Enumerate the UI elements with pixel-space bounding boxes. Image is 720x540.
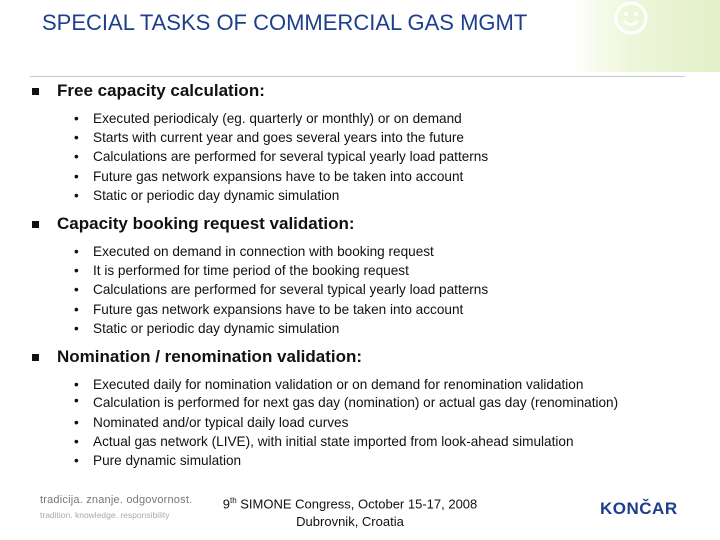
square-bullet-icon xyxy=(32,221,39,228)
event-line: 9th SIMONE Congress, October 15-17, 2008 xyxy=(222,496,478,512)
section-free-capacity xyxy=(32,80,702,205)
round-bullet-icon: • xyxy=(74,111,79,126)
list-item: • Calculations are performed for several typical yearly load patterns xyxy=(74,147,702,166)
section-heading: Free capacity calculation: xyxy=(57,81,265,100)
smiley-icon xyxy=(602,0,660,48)
slide-title: SPECIAL TASKS OF COMMERCIAL GAS MGMT xyxy=(42,10,528,35)
round-bullet-icon: • xyxy=(74,377,79,392)
bullet-list xyxy=(74,375,702,470)
section-nomination xyxy=(32,346,702,470)
tagline-text: tradicija. znanje. odgovornost. xyxy=(40,494,193,506)
event-location: Dubrovnik, Croatia xyxy=(296,514,404,530)
list-item: • Nominated and/or typical daily load curves xyxy=(74,413,702,432)
square-bullet-icon xyxy=(32,354,39,361)
footer-event xyxy=(190,492,510,531)
list-item: • Pure dynamic simulation xyxy=(74,451,702,470)
footer-tagline xyxy=(40,494,192,520)
bullet-list xyxy=(74,109,702,205)
round-bullet-icon: • xyxy=(74,301,79,317)
round-bullet-icon: • xyxy=(74,453,79,469)
round-bullet-icon: • xyxy=(74,320,79,336)
round-bullet-icon: • xyxy=(74,130,79,146)
round-bullet-icon: • xyxy=(74,168,79,184)
list-item: • Starts with current year and goes several years into the future xyxy=(74,128,702,147)
round-bullet-icon: • xyxy=(74,282,79,298)
round-bullet-icon: • xyxy=(74,263,79,279)
koncar-logo: KONČAR xyxy=(600,499,678,518)
round-bullet-icon: • xyxy=(74,393,79,409)
round-bullet-icon: • xyxy=(74,244,79,259)
section-capacity-booking xyxy=(32,213,702,338)
section-heading: Nomination / renomination validation: xyxy=(57,347,363,366)
title-divider xyxy=(30,76,685,77)
list-item: • Calculations are performed for several typical yearly load patterns xyxy=(74,280,702,299)
list-item: • It is performed for time period of the booking request xyxy=(74,261,702,280)
list-item: • Calculation is performed for next gas day (nomination) or actual gas day (renomination) xyxy=(74,393,619,411)
bullet-list xyxy=(74,242,702,338)
list-item: • Static or periodic day dynamic simulation xyxy=(74,186,702,205)
tagline-english: tradition. knowledge. responsibility xyxy=(40,510,170,520)
list-item: • Future gas network expansions have to be taken into account xyxy=(74,167,702,186)
section-heading: Capacity booking request validation: xyxy=(57,214,355,233)
list-item: • Actual gas network (LIVE), with initial state imported from look-ahead simulation xyxy=(74,432,702,451)
round-bullet-icon: • xyxy=(74,187,79,203)
round-bullet-icon: • xyxy=(74,414,79,430)
list-item: • Executed daily for nomination validation or on demand for renomination validation xyxy=(74,375,702,394)
list-item: • Executed periodicaly (eg. quarterly or monthly) or on demand xyxy=(74,109,702,128)
round-bullet-icon: • xyxy=(74,433,79,449)
list-item: • Executed on demand in connection with booking request xyxy=(74,242,702,261)
round-bullet-icon: • xyxy=(74,149,79,165)
square-bullet-icon xyxy=(32,88,39,95)
list-item: • Static or periodic day dynamic simulation xyxy=(74,319,702,338)
list-item: • Future gas network expansions have to be taken into account xyxy=(74,300,702,319)
